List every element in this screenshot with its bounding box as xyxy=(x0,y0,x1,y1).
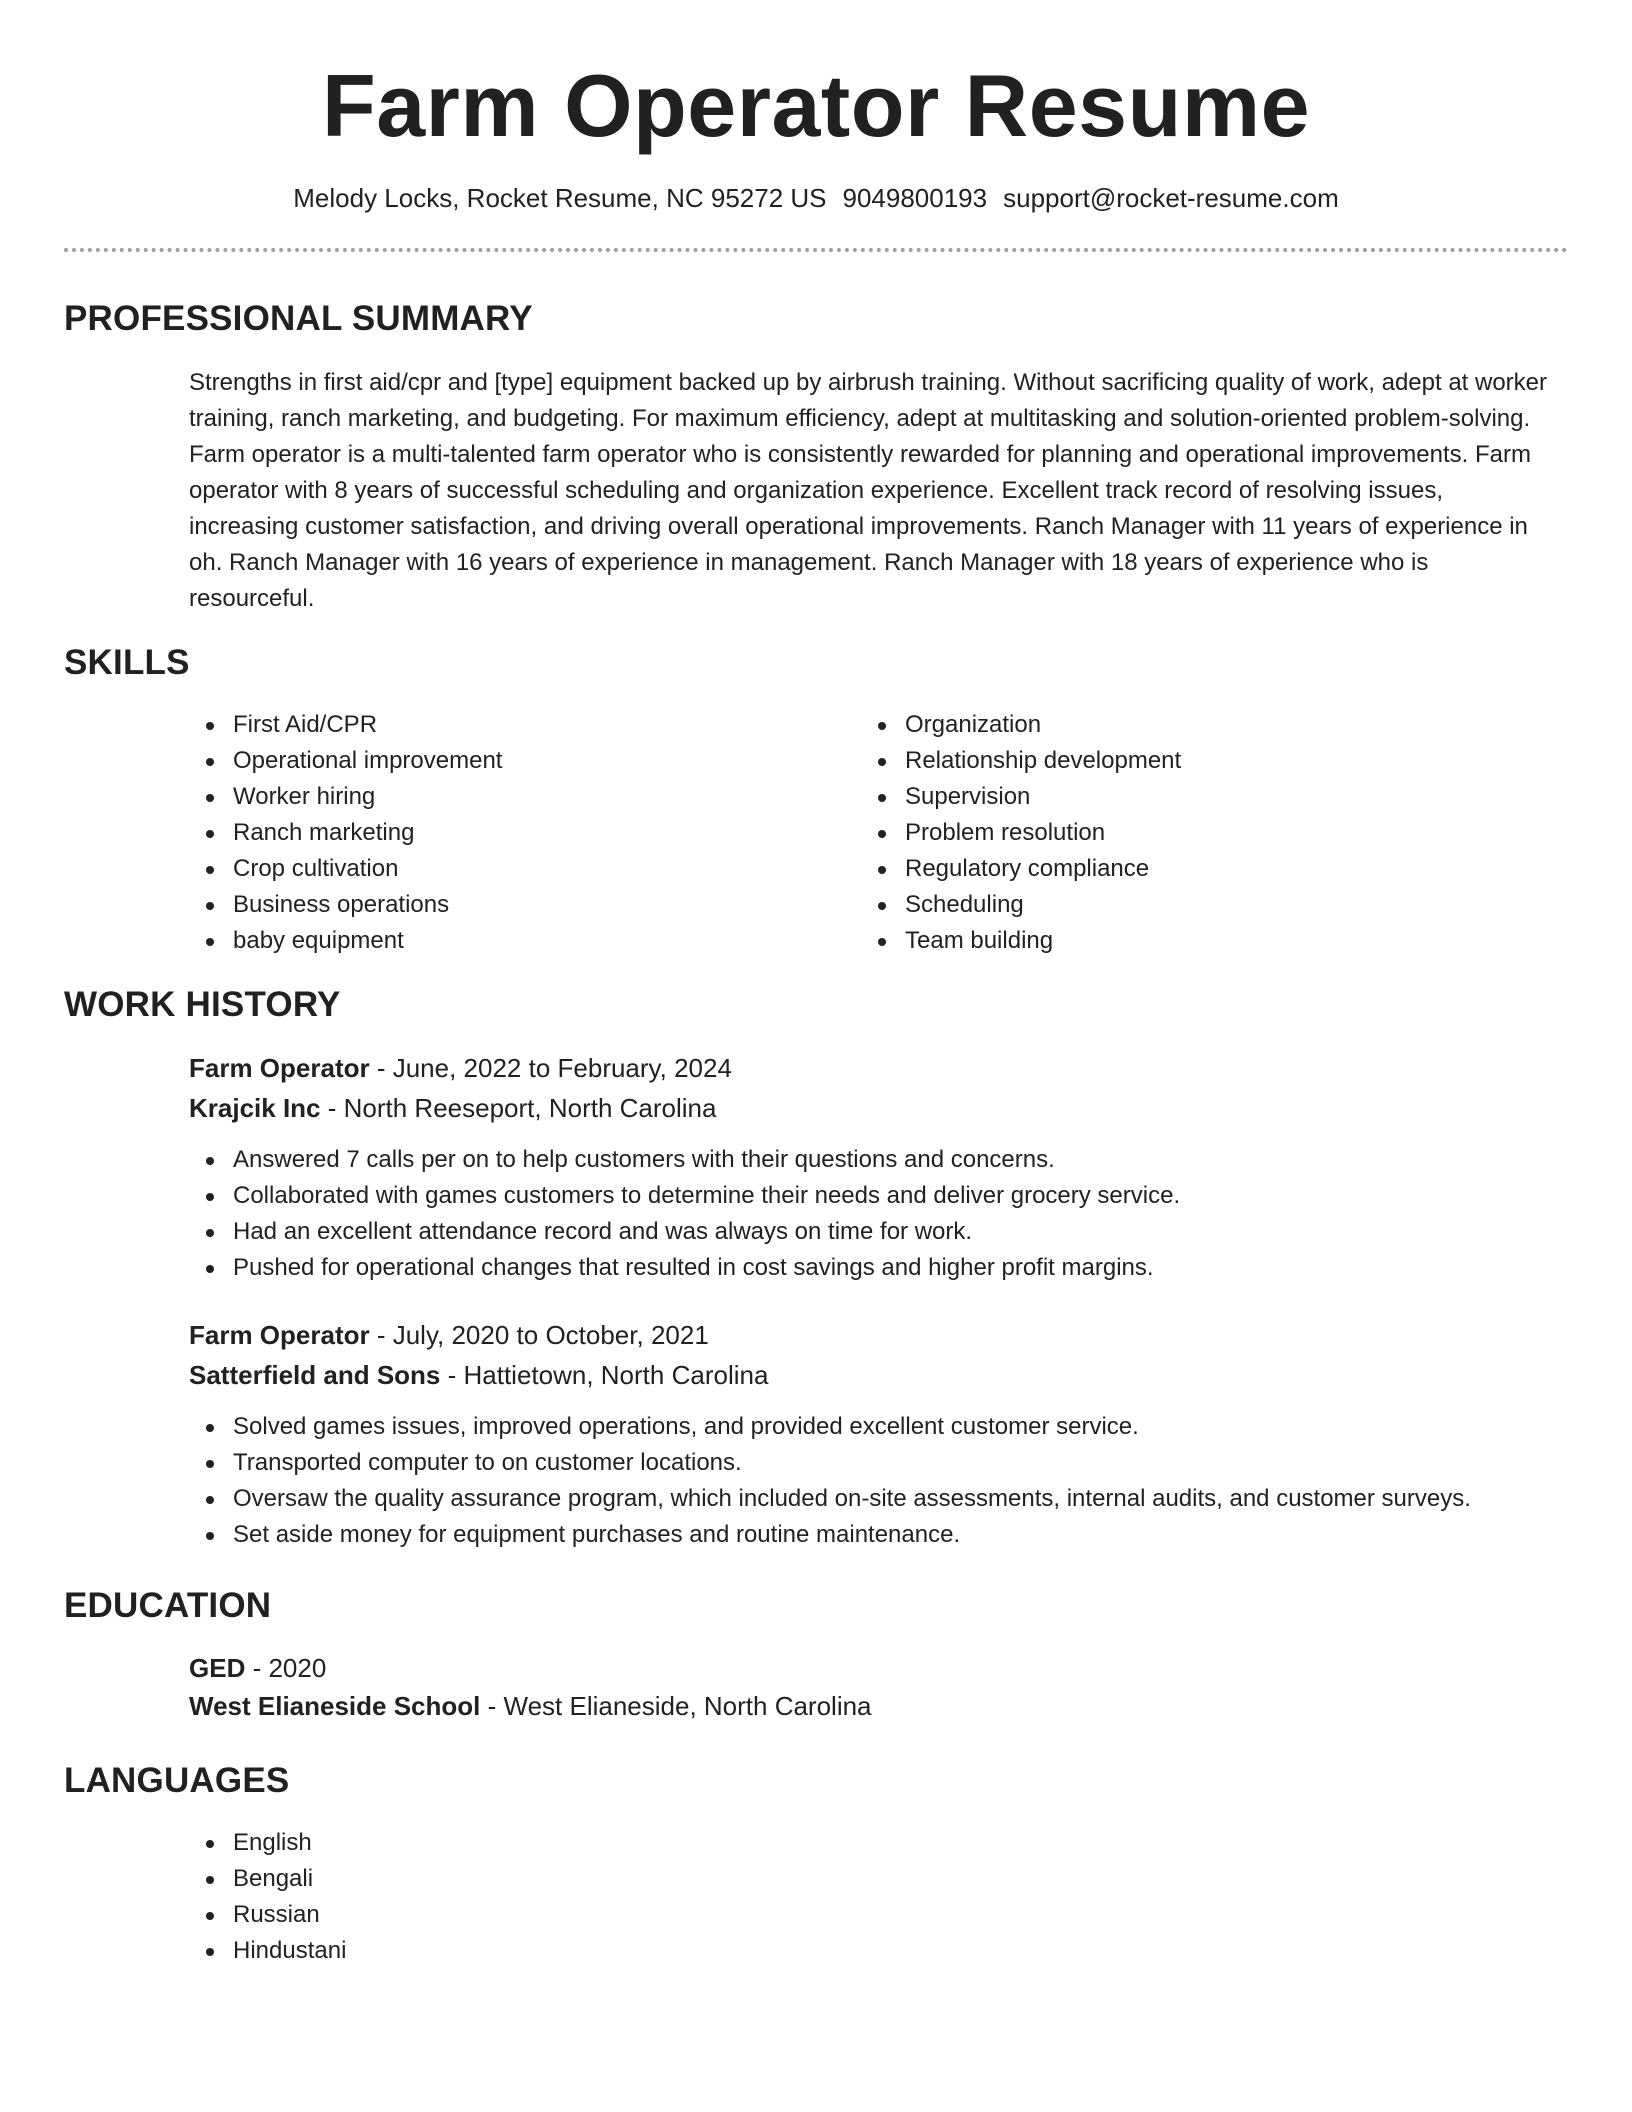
job-title-line xyxy=(189,1050,732,1086)
job-title: Farm Operator xyxy=(189,1320,370,1350)
skills-list-left xyxy=(189,707,502,959)
education-school: West Elianeside School xyxy=(189,1691,481,1721)
job-location: - Hattietown, North Carolina xyxy=(440,1360,769,1390)
job-title: Farm Operator xyxy=(189,1053,370,1083)
skill-item: Organization xyxy=(861,707,1181,743)
job-bullet: Transported computer to on customer locations. xyxy=(189,1445,1471,1481)
summary-text: Strengths in first aid/cpr and [type] equipment backed up by airbrush training. Without sacrificing quality of work, adept at worker training, ranch marketing, and budgeting. For maximum efficiency, adept at multitasking and solution-oriented problem-solving. Farm operator is a multi-talented farm operator who is consistently rewarded for planning and operational improvements. Farm operator with 8 years of successful scheduling and organization experience. Excellent track record of resolving issues, increasing customer satisfaction, and driving overall operational improvements. Ranch Manager with 11 years of experience in oh. Ranch Manager with 16 years of experience in management. Ranch Manager with 18 years of experience who is resourceful. xyxy=(189,369,1548,612)
education-school-line xyxy=(189,1688,872,1724)
job-bullet: Oversaw the quality assurance program, which included on-site assessments, internal audits, and customer surveys. xyxy=(189,1481,1471,1517)
header-divider xyxy=(64,248,1568,252)
contact-address: Melody Locks, Rocket Resume, NC 95272 US xyxy=(293,183,827,213)
job-bullets xyxy=(189,1409,1471,1553)
job-company: Krajcik Inc xyxy=(189,1093,321,1123)
skill-item: First Aid/CPR xyxy=(189,707,502,743)
education-heading: EDUCATION xyxy=(64,1586,272,1625)
skills-list-right xyxy=(861,707,1181,959)
education-year: - 2020 xyxy=(245,1653,327,1683)
work-history-heading: WORK HISTORY xyxy=(64,985,341,1024)
language-item: Hindustani xyxy=(189,1933,346,1969)
job-bullet: Collaborated with games customers to determine their needs and deliver grocery service. xyxy=(189,1178,1180,1214)
job-title-line xyxy=(189,1317,709,1353)
contact-email: support@rocket-resume.com xyxy=(1003,183,1339,213)
job-company-line xyxy=(189,1090,716,1126)
job-bullet: Had an excellent attendance record and was always on time for work. xyxy=(189,1214,1180,1250)
language-item: Russian xyxy=(189,1897,346,1933)
education-degree: GED xyxy=(189,1653,246,1683)
skills-heading: SKILLS xyxy=(64,643,190,682)
skill-item: Crop cultivation xyxy=(189,851,502,887)
contact-line xyxy=(0,180,1632,216)
languages-list xyxy=(189,1825,346,1969)
skill-item: Relationship development xyxy=(861,743,1181,779)
job-bullet: Solved games issues, improved operations, and provided excellent customer service. xyxy=(189,1409,1471,1445)
education-degree-line xyxy=(189,1650,326,1686)
job-dates: - June, 2022 to February, 2024 xyxy=(369,1053,732,1083)
contact-phone: 9049800193 xyxy=(842,183,988,213)
education-location: - West Elianeside, North Carolina xyxy=(480,1691,872,1721)
skill-item: baby equipment xyxy=(189,923,502,959)
skill-item: Scheduling xyxy=(861,887,1181,923)
skill-item: Business operations xyxy=(189,887,502,923)
skill-item: Supervision xyxy=(861,779,1181,815)
job-bullet: Pushed for operational changes that resulted in cost savings and higher profit margins. xyxy=(189,1250,1180,1286)
skill-item: Regulatory compliance xyxy=(861,851,1181,887)
job-company: Satterfield and Sons xyxy=(189,1360,441,1390)
job-company-line xyxy=(189,1357,768,1393)
skill-item: Problem resolution xyxy=(861,815,1181,851)
languages-heading: LANGUAGES xyxy=(64,1761,290,1800)
job-bullet: Set aside money for equipment purchases and routine maintenance. xyxy=(189,1517,1471,1553)
skill-item: Team building xyxy=(861,923,1181,959)
skill-item: Ranch marketing xyxy=(189,815,502,851)
resume-title: Farm Operator Resume xyxy=(321,56,1311,155)
job-bullets xyxy=(189,1142,1180,1286)
skill-item: Worker hiring xyxy=(189,779,502,815)
job-location: - North Reeseport, North Carolina xyxy=(320,1093,717,1123)
language-item: English xyxy=(189,1825,346,1861)
job-bullet: Answered 7 calls per on to help customers with their questions and concerns. xyxy=(189,1142,1180,1178)
skill-item: Operational improvement xyxy=(189,743,502,779)
job-dates: - July, 2020 to October, 2021 xyxy=(369,1320,709,1350)
language-item: Bengali xyxy=(189,1861,346,1897)
summary-heading: PROFESSIONAL SUMMARY xyxy=(64,299,533,338)
